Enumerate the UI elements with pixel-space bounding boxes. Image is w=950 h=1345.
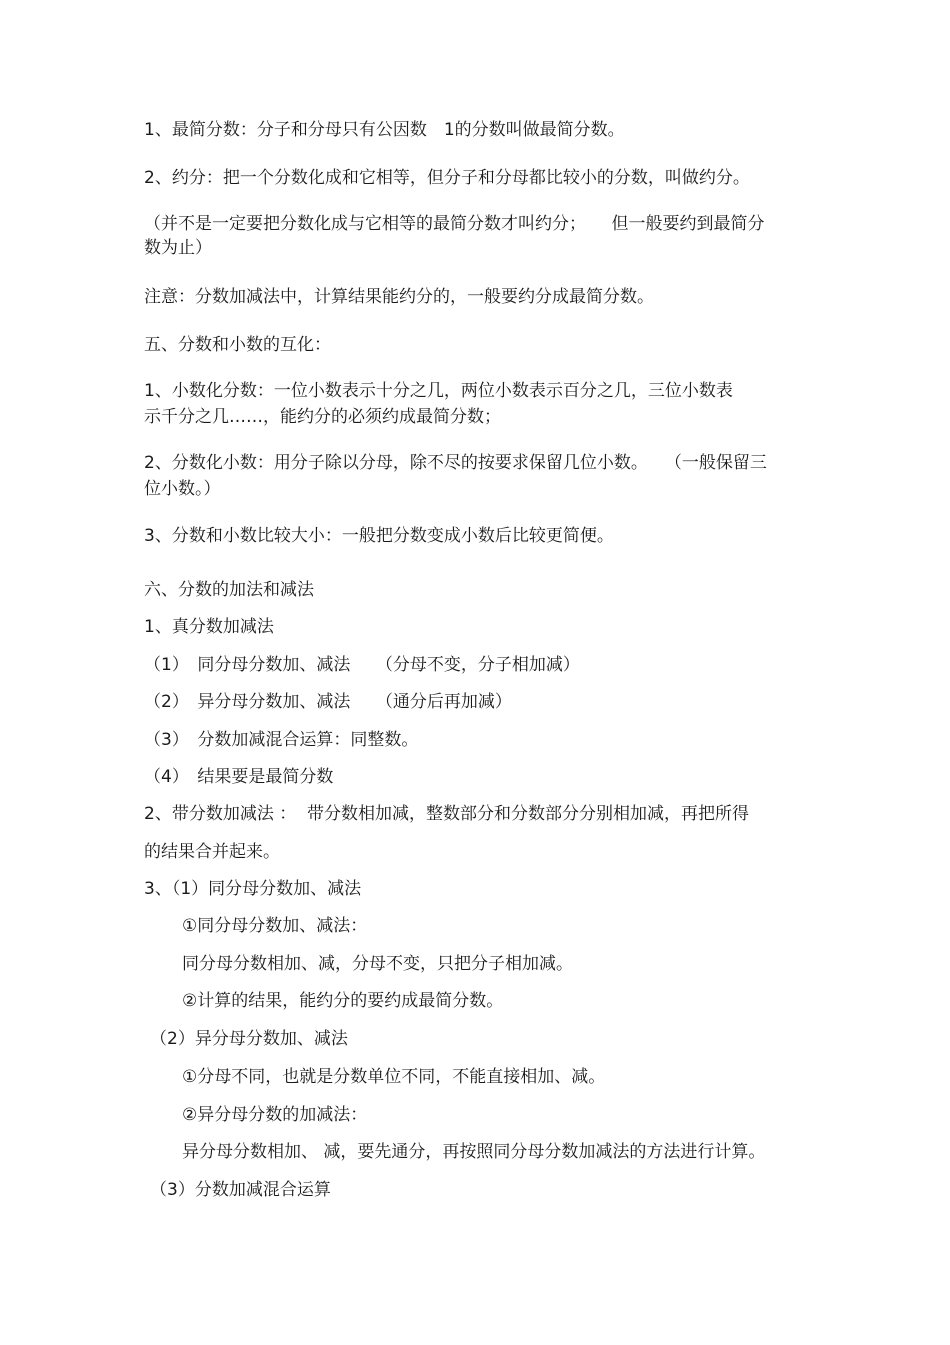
text-line-different-denominator-method: ②异分母分数的加减法： [182, 1105, 368, 1125]
text-line-compare: 3、分数和小数比较大小：一般把分数变成小数后比较更简便。 [144, 526, 614, 546]
text-line-reduction: 2、约分：把一个分数化成和它相等，但分子和分母都比较小的分数，叫做约分。 [144, 168, 750, 188]
text-line-same-denominator: 3、（1）同分母分数加、减法 [144, 879, 362, 899]
text-line-proper-fraction: 1、真分数加减法 [144, 617, 274, 637]
text-line-reduction-note-1: （并不是一定要把分数化成与它相等的最简分数才叫约分； 但一般要约到最简分 [144, 214, 765, 234]
section-heading-6: 六、分数的加法和减法 [144, 580, 314, 600]
text-line-same-denominator-detail: 同分母分数相加、减，分母不变，只把分子相加减。 [182, 954, 573, 974]
text-line-different-denominator: （2）异分母分数加、减法 [150, 1029, 348, 1049]
text-line-same-denominator-rule: ①同分母分数加、减法： [182, 916, 368, 936]
text-line-mixed-operations: （3）分数加减混合运算 [150, 1180, 331, 1200]
text-line-attention: 注意：分数加减法中，计算结果能约分的，一般要约分成最简分数。 [144, 287, 654, 307]
list-item-1: （1） 同分母分数加、减法 （分母不变，分子相加减） [144, 655, 580, 675]
text-line-decimal-to-fraction-1: 1、小数化分数：一位小数表示十分之几，两位小数表示百分之几，三位小数表 [144, 381, 733, 401]
text-line-mixed-number-1: 2、带分数加减法 ： 带分数相加减，整数部分和分数部分分别相加减，再把所得 [144, 804, 750, 824]
section-heading-5: 五、分数和小数的互化： [144, 335, 331, 355]
list-item-4: （4） 结果要是最简分数 [144, 767, 334, 787]
text-line-different-denominator-rule: ①分母不同，也就是分数单位不同，不能直接相加、减。 [182, 1067, 606, 1087]
list-item-2: （2） 异分母分数加、减法 （通分后再加减） [144, 692, 512, 712]
text-line-mixed-number-2: 的结果合并起来。 [144, 842, 280, 862]
text-line-fraction-to-decimal-1: 2、分数化小数：用分子除以分母，除不尽的按要求保留几位小数。 （一般保留三 [144, 453, 767, 473]
text-line-same-denominator-result: ②计算的结果，能约分的要约成最简分数。 [182, 991, 504, 1011]
text-line-different-denominator-detail: 异分母分数相加、 减，要先通分，再按照同分母分数加减法的方法进行计算。 [182, 1142, 766, 1162]
text-line-reduction-note-2: 数为止） [144, 238, 212, 258]
text-line-decimal-to-fraction-2: 示千分之几……，能约分的必须约成最简分数； [144, 407, 501, 427]
list-item-3: （3） 分数加减混合运算：同整数。 [144, 730, 419, 750]
text-line-simplest-fraction: 1、最简分数：分子和分母只有公因数 1的分数叫做最简分数。 [144, 120, 625, 140]
text-line-fraction-to-decimal-2: 位小数。） [144, 479, 221, 499]
